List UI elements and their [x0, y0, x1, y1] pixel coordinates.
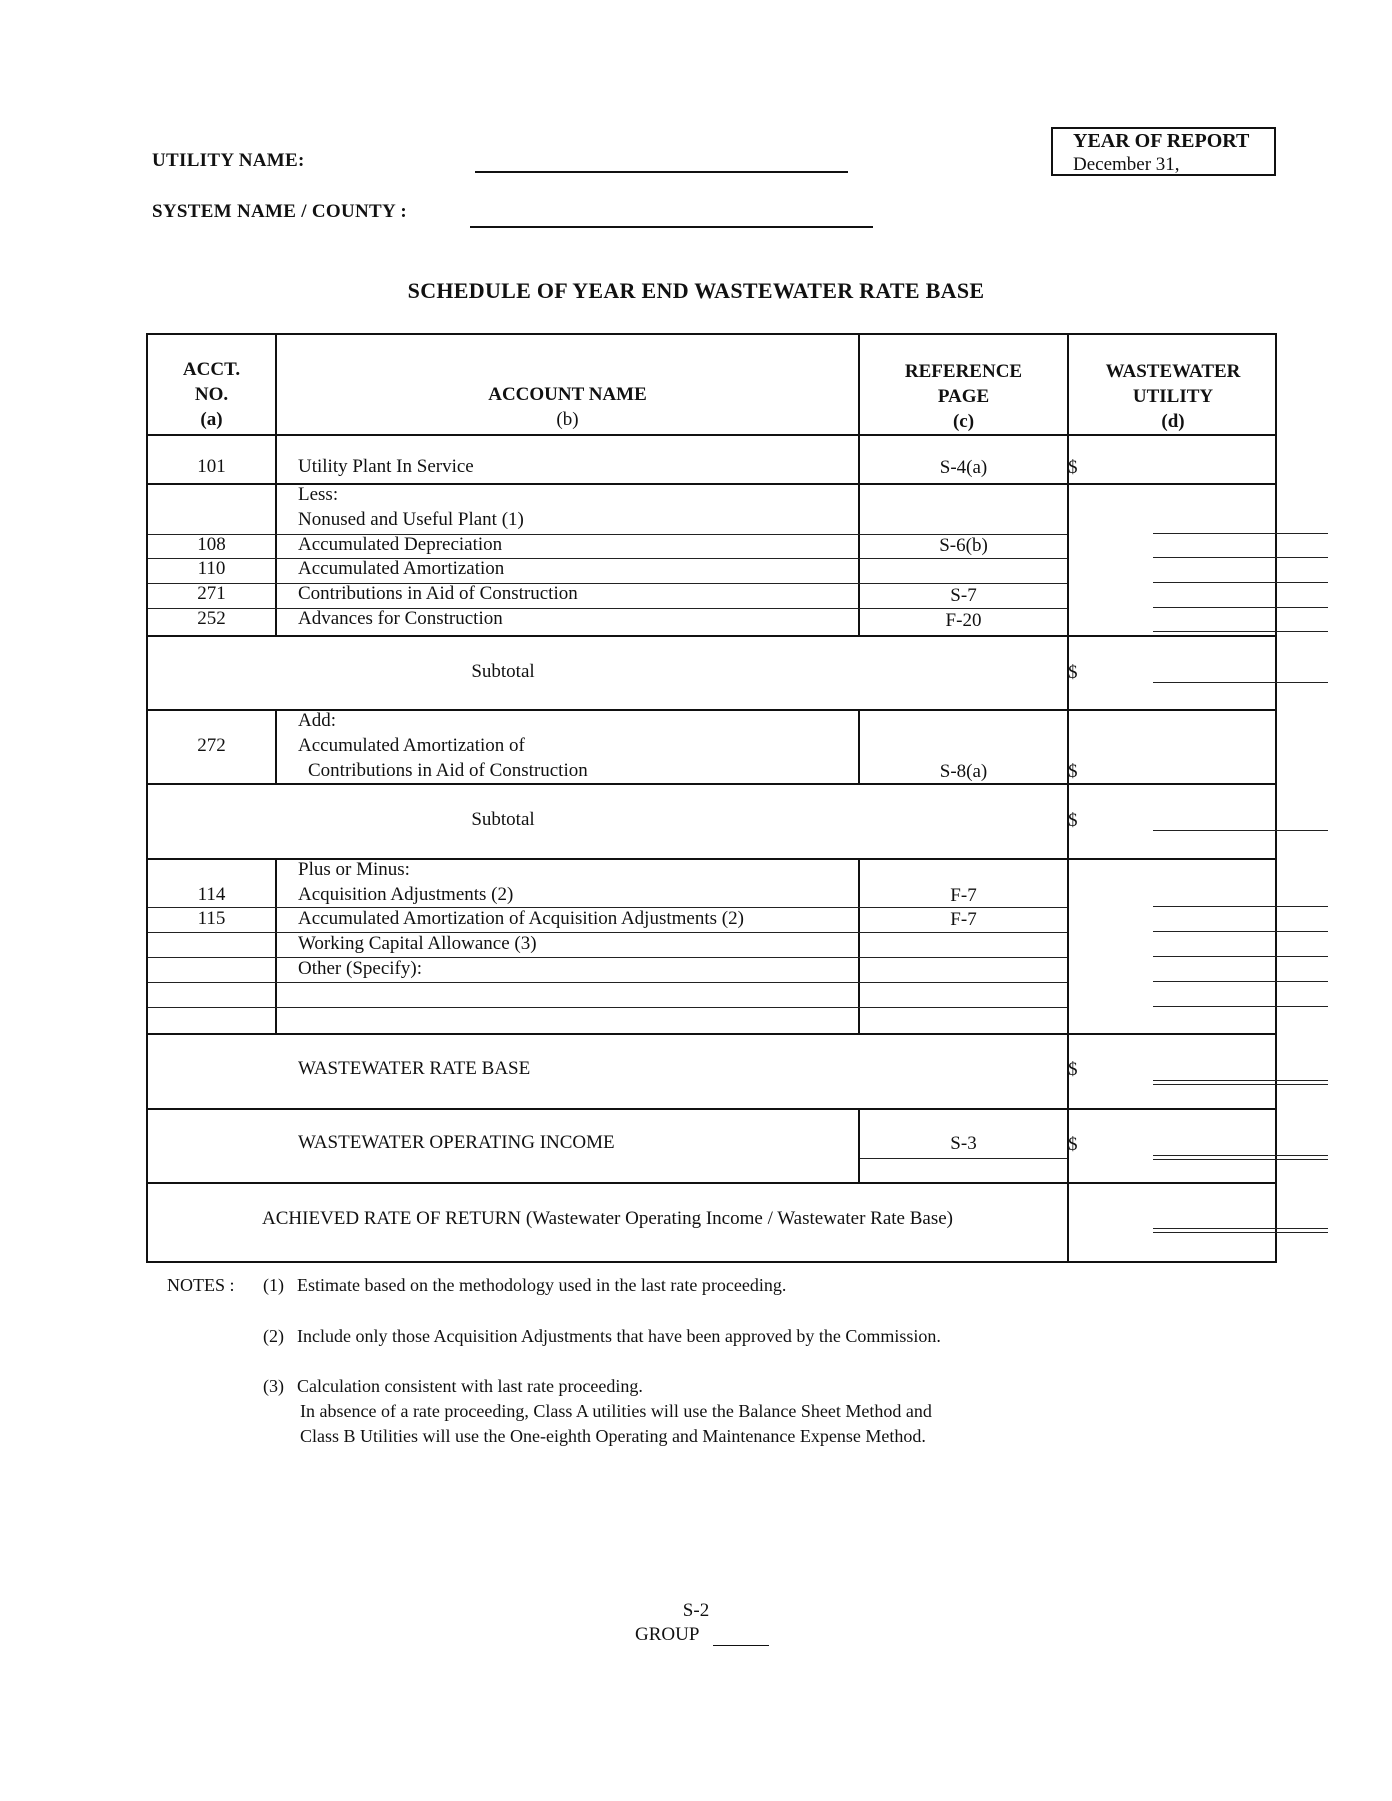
operating-income-ref: S-3 [950, 1133, 977, 1154]
col-c-header: REFERENCE PAGE (c) [904, 361, 1023, 432]
less-label: Less: [298, 484, 339, 505]
acct-115: 115 [197, 908, 226, 929]
ref-108: S-6(b) [939, 535, 988, 556]
ref-114: F-7 [950, 885, 977, 906]
answer-line-working-capital[interactable] [1153, 956, 1328, 957]
subtotal-2-answer[interactable] [1153, 830, 1328, 831]
achieved-rate-answer[interactable] [1153, 1228, 1328, 1233]
name-272-line1: Accumulated Amortization of [298, 735, 525, 756]
answer-line-nonused[interactable] [1153, 533, 1328, 534]
name-working-capital: Working Capital Allowance (3) [298, 933, 537, 954]
answer-line-other[interactable] [1153, 981, 1328, 982]
operating-income-answer[interactable] [1153, 1155, 1328, 1160]
answer-line-110[interactable] [1153, 582, 1328, 583]
system-name-field[interactable] [470, 226, 873, 228]
name-nonused: Nonused and Useful Plant (1) [298, 509, 524, 530]
rate-base-dollar: $ [1068, 1059, 1078, 1080]
note-3-text-1: Calculation consistent with last rate proceeding. [297, 1376, 643, 1396]
note-3-text-3: Class B Utilities will use the One-eighth Operating and Maintenance Expense Method. [300, 1426, 926, 1446]
subtotal-2-dollar: $ [1068, 810, 1078, 831]
acct-252: 252 [197, 608, 226, 629]
dollar-101: $ [1068, 457, 1078, 478]
col-d-header: WASTEWATER UTILITY (d) [1105, 361, 1241, 432]
note-1-text: Estimate based on the methodology used in the last rate proceeding. [297, 1275, 787, 1295]
achieved-rate-label: ACHIEVED RATE OF RETURN (Wastewater Operating Income / Wastewater Rate Base) [262, 1208, 953, 1229]
col-a-header: ACCT. NO. (a) [182, 359, 241, 430]
name-272-line2: Contributions in Aid of Construction [308, 760, 588, 781]
year-of-report-date: December 31, [1073, 154, 1180, 175]
name-101: Utility Plant In Service [298, 456, 474, 477]
year-of-report-box [1051, 127, 1276, 176]
col-b-header: ACCOUNT NAME (b) [488, 384, 647, 430]
name-110: Accumulated Amortization [298, 558, 505, 579]
rate-base-label: WASTEWATER RATE BASE [298, 1058, 531, 1079]
operating-income-dollar: $ [1068, 1134, 1078, 1155]
name-108: Accumulated Depreciation [298, 534, 503, 555]
utility-name-label: UTILITY NAME: [152, 150, 305, 171]
page-number: S-2 [682, 1600, 710, 1621]
system-name-label: SYSTEM NAME / COUNTY : [152, 201, 408, 222]
answer-line-115[interactable] [1153, 931, 1328, 932]
name-115: Accumulated Amortization of Acquisition Adjustments (2) [298, 908, 744, 929]
acct-108: 108 [197, 534, 226, 555]
name-252: Advances for Construction [298, 608, 503, 629]
acct-110: 110 [197, 558, 226, 579]
name-271: Contributions in Aid of Construction [298, 583, 578, 604]
subtotal-2-label: Subtotal [471, 809, 535, 830]
utility-name-field[interactable] [475, 171, 848, 173]
add-label: Add: [298, 710, 336, 731]
note-3-text-2: In absence of a rate proceeding, Class A utilities will use the Balance Sheet Method and [300, 1401, 932, 1421]
answer-line-114[interactable] [1153, 906, 1328, 907]
name-other: Other (Specify): [298, 958, 422, 979]
note-3-number: (3) [263, 1376, 284, 1396]
dollar-272: $ [1068, 761, 1078, 782]
name-114: Acquisition Adjustments (2) [298, 884, 514, 905]
answer-line-271[interactable] [1153, 607, 1328, 608]
rate-base-answer[interactable] [1153, 1080, 1328, 1085]
answer-line-252[interactable] [1153, 631, 1328, 632]
notes-label: NOTES : [167, 1275, 235, 1295]
acct-272: 272 [197, 735, 226, 756]
rate-base-table [146, 333, 1277, 1263]
note-2-text: Include only those Acquisition Adjustments that have been approved by the Commission. [297, 1326, 941, 1346]
group-label: GROUP [635, 1624, 700, 1645]
year-of-report-title: YEAR OF REPORT [1073, 130, 1250, 152]
subtotal-1-label: Subtotal [471, 661, 535, 682]
subtotal-1-dollar: $ [1068, 662, 1078, 683]
ref-115: F-7 [950, 909, 977, 930]
subtotal-1-answer[interactable] [1153, 682, 1328, 683]
answer-line-108[interactable] [1153, 557, 1328, 558]
operating-income-label: WASTEWATER OPERATING INCOME [298, 1132, 615, 1153]
ref-252: F-20 [945, 610, 982, 631]
acct-114: 114 [197, 884, 226, 905]
acct-271: 271 [197, 583, 226, 604]
note-1-number: (1) [263, 1275, 284, 1295]
note-2-number: (2) [263, 1326, 284, 1346]
acct-101: 101 [197, 456, 226, 477]
ref-271: S-7 [950, 585, 977, 606]
page-title: SCHEDULE OF YEAR END WASTEWATER RATE BASE [407, 278, 985, 303]
answer-line-other-2[interactable] [1153, 1006, 1328, 1007]
ref-101: S-4(a) [939, 457, 988, 478]
group-field[interactable] [713, 1645, 769, 1646]
ref-272: S-8(a) [939, 761, 988, 782]
plus-minus-label: Plus or Minus: [298, 859, 410, 880]
